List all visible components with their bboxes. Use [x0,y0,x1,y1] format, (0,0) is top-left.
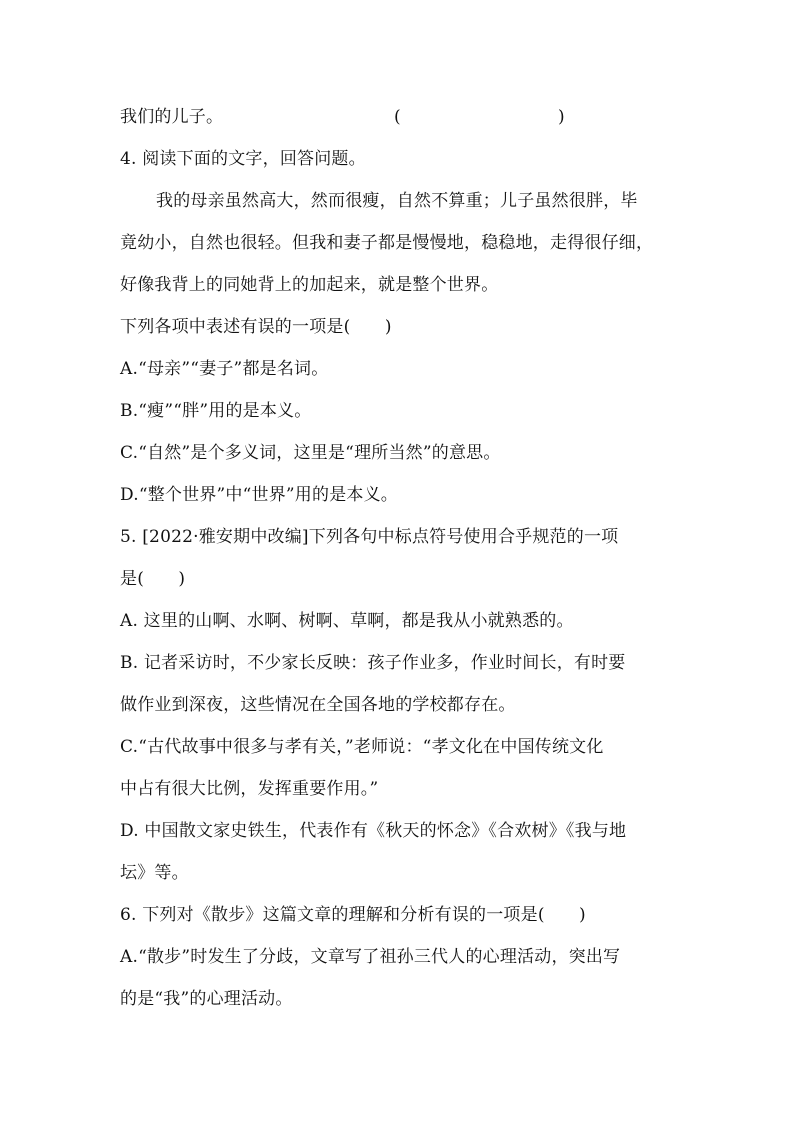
q6-option-a-line-1: A.“散步”时发生了分歧，文章写了祖孙三代人的心理活动，突出写 [120,947,621,967]
q5-option-b-line-1: B. 记者采访时，不少家长反映：孩子作业多，作业时间长，有时要 [120,653,626,673]
q4-option-d: D.“整个世界”中“世界”用的是本义。 [120,485,398,505]
q5-option-b-line-2: 做作业到深夜，这些情况在全国各地的学校都存在。 [120,695,516,715]
q5-option-a: A. 这里的山啊、水啊、树啊、草啊，都是我从小就熟悉的。 [120,611,574,631]
answer-paren-open: ( [394,107,401,127]
q4-stem: 4. 阅读下面的文字，回答问题。 [120,149,366,169]
continuation-text: 我们的儿子。 [120,107,224,127]
q5-stem-line-1: 5. [2022·雅安期中改编]下列各句中标点符号使用合乎规范的一项 [120,527,619,547]
q6-option-a-line-2: 的是“我”的心理活动。 [120,989,293,1009]
q4-option-a: A.“母亲”“妻子”都是名词。 [120,359,329,379]
q4-passage-line-3: 好像我背上的同她背上的加起来，就是整个世界。 [120,275,499,295]
q4-option-c: C.“自然”是个多义词，这里是“理所当然”的意思。 [120,443,501,463]
q4-option-b: B.“瘦”“胖”用的是本义。 [120,401,312,421]
q6-stem: 6. 下列对《散步》这篇文章的理解和分析有误的一项是( ) [120,905,586,925]
q4-question: 下列各项中表述有误的一项是( ) [120,317,392,337]
q4-passage-line-1: 我的母亲虽然高大，然而很瘦，自然不算重；儿子虽然很胖，毕 [156,191,638,211]
q5-option-c-line-2: 中占有很大比例，发挥重要作用。” [120,779,379,799]
q5-option-c-line-1: C.“古代故事中很多与孝有关，”老师说：“孝文化在中国传统文化 [120,737,604,757]
answer-paren-close: ) [558,107,565,127]
q5-option-d-line-1: D. 中国散文家史铁生，代表作有《秋天的怀念》《合欢树》《我与地 [120,821,627,841]
q4-passage-line-2: 竟幼小，自然也很轻。但我和妻子都是慢慢地，稳稳地，走得很仔细， [120,233,654,253]
q5-option-d-line-2: 坛》等。 [120,863,189,883]
q5-stem-line-2: 是( ) [120,569,186,589]
